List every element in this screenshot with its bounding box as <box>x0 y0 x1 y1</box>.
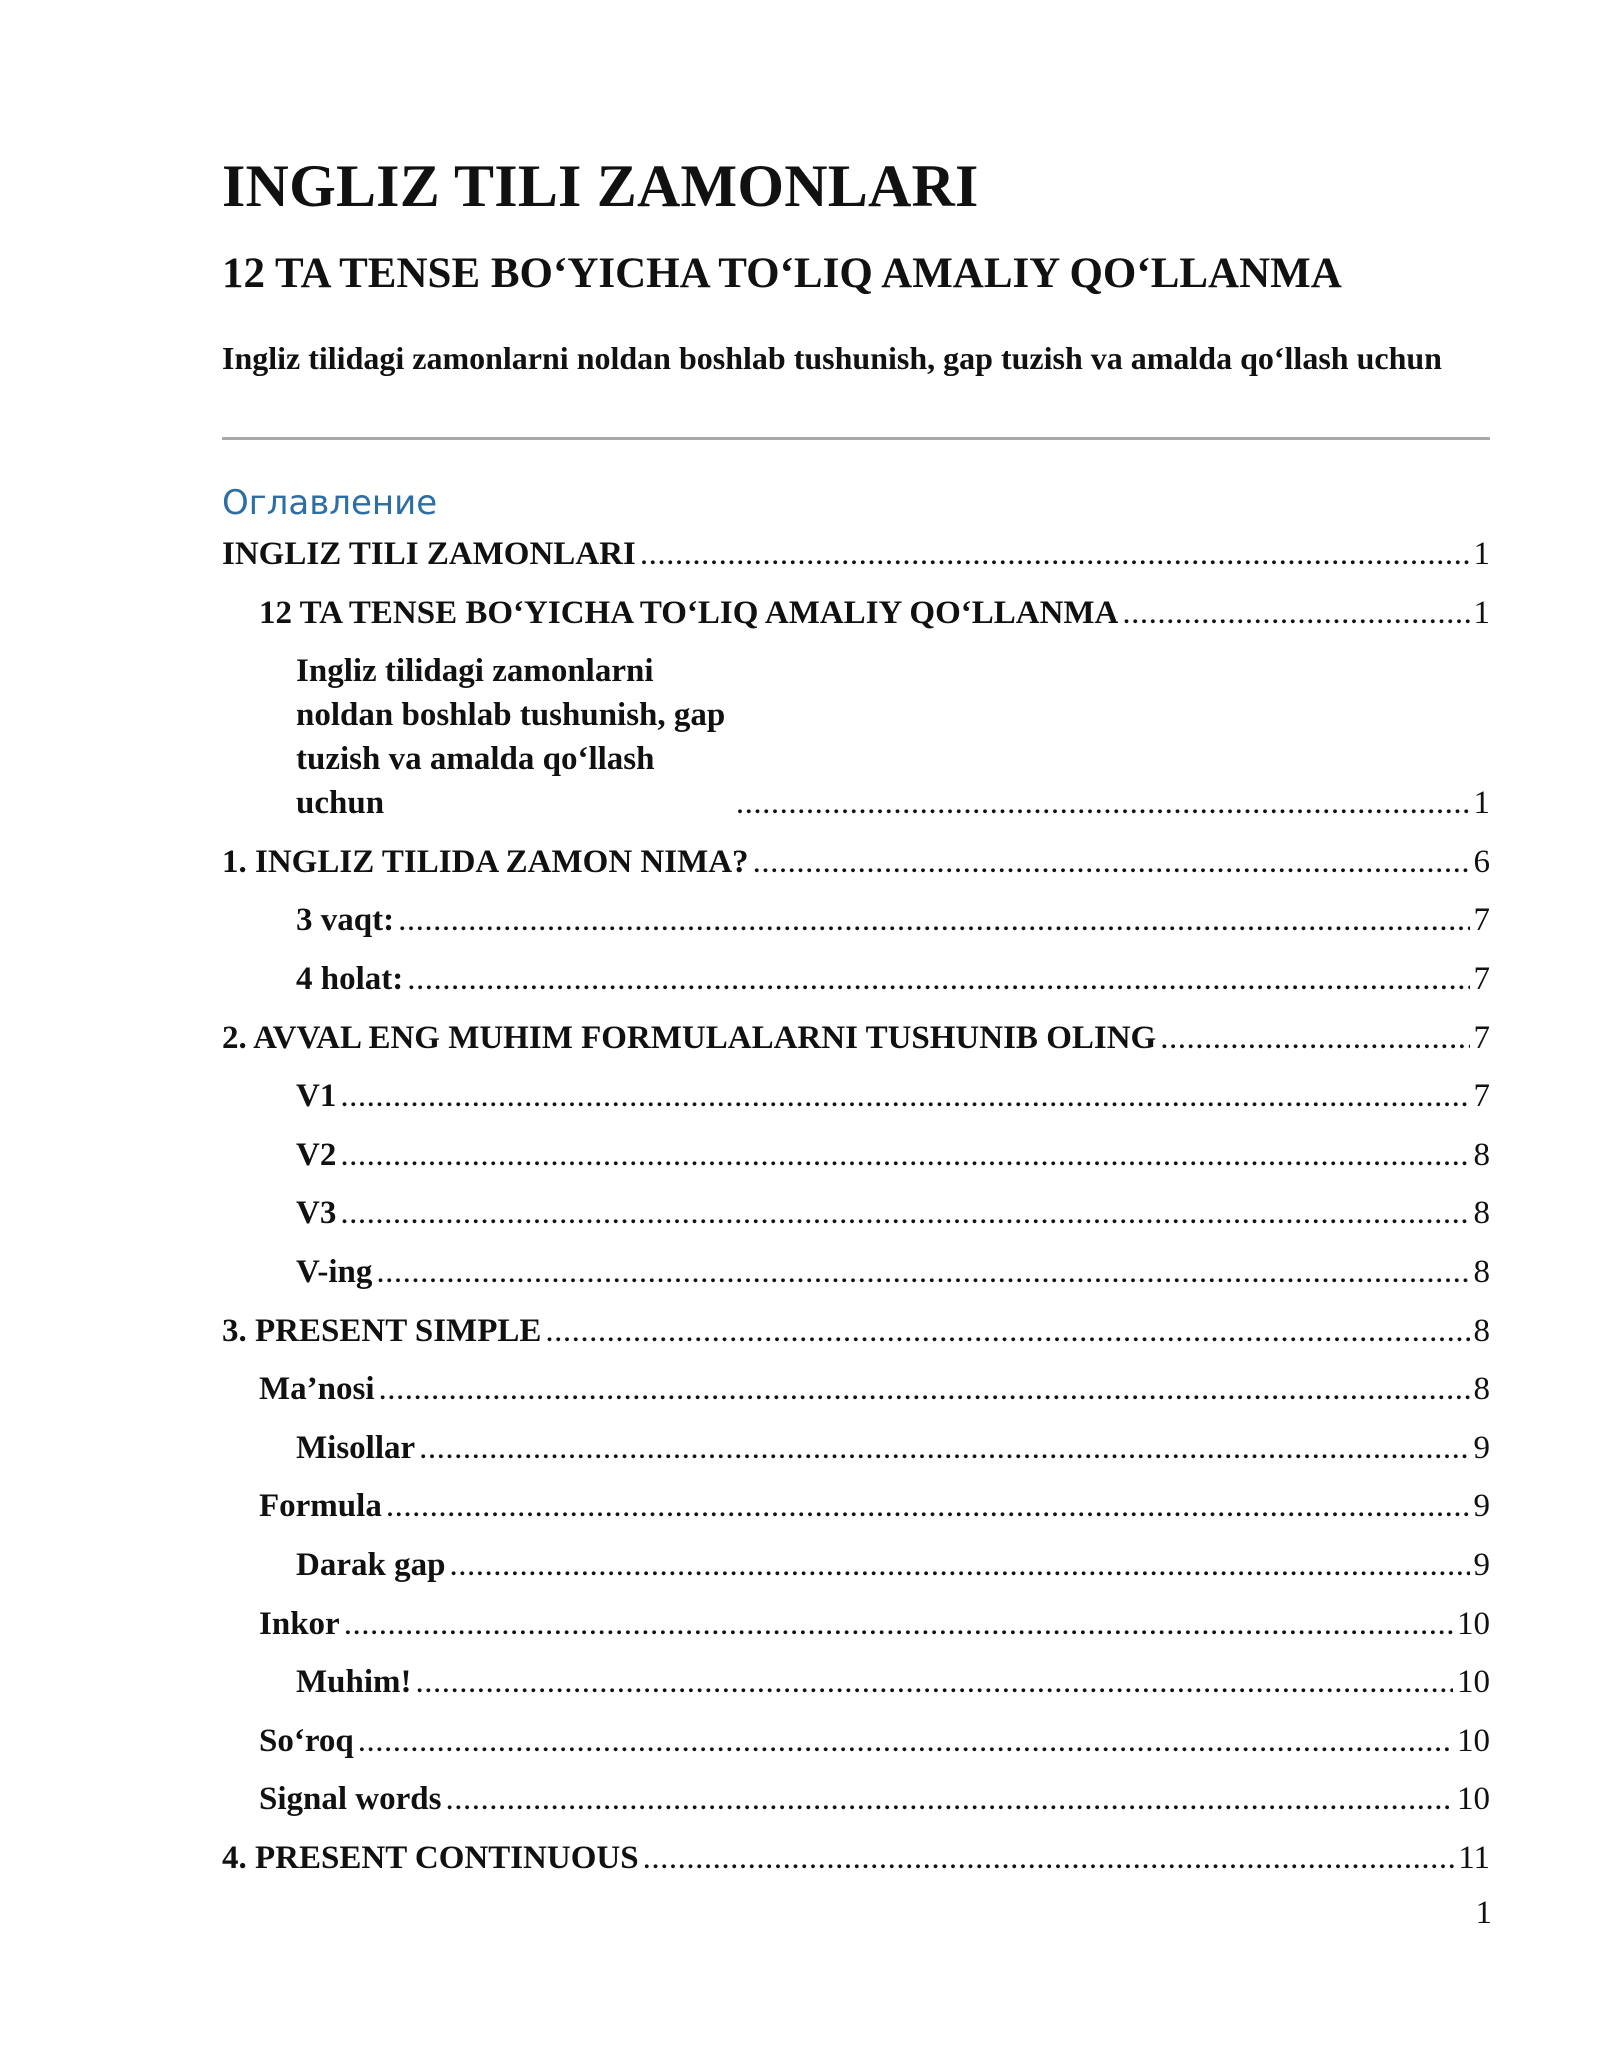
toc-entry-page: 9 <box>1473 1488 1490 1525</box>
toc-entry[interactable] <box>222 1836 1490 1880</box>
toc-dot-leader <box>407 957 1469 1001</box>
toc-entry[interactable] <box>222 1484 1490 1528</box>
toc-entry[interactable] <box>222 649 1490 825</box>
toc-dot-leader <box>379 1367 1470 1411</box>
toc-dot-leader <box>340 1133 1469 1177</box>
toc-entry[interactable] <box>222 532 1490 576</box>
toc-entry-page: 1 <box>1473 536 1490 572</box>
toc-entry[interactable] <box>222 1426 1490 1470</box>
document-subtitle: 12 TA TENSE BO‘YICHA TO‘LIQ AMALIY QO‘LLANMA <box>222 250 1342 297</box>
toc-entry-title: Ma’nosi <box>259 1371 375 1408</box>
page-content <box>222 150 1490 1894</box>
toc-dot-leader <box>340 1191 1469 1235</box>
toc-entry-page: 11 <box>1458 1839 1490 1876</box>
toc-dot-leader <box>1122 591 1469 635</box>
toc-entry[interactable] <box>222 957 1490 1001</box>
toc-entry-title: Misollar <box>296 1429 416 1466</box>
toc-dot-leader <box>398 898 1469 942</box>
toc-dot-leader <box>340 1074 1469 1118</box>
toc-entry-title: V3 <box>296 1195 337 1232</box>
toc-entry-title: Ingliz tilidagi zamonlarni noldan boshlab tushunish, gap tuzish va amalda qo‘llash uchun <box>296 653 726 822</box>
toc-dot-leader <box>545 1309 1469 1353</box>
toc-entry-page: 6 <box>1473 843 1490 880</box>
toc-entry-page: 1 <box>1473 785 1490 822</box>
toc-entry-title: 2. AVVAL ENG MUHIM FORMULALARNI TUSHUNIB OLING <box>222 1019 1157 1056</box>
toc-entry-page: 7 <box>1473 960 1490 997</box>
toc-entry-title: Muhim! <box>296 1664 412 1701</box>
toc-entry-title: 4 holat: <box>296 960 404 997</box>
toc-entry-page: 10 <box>1457 1605 1490 1642</box>
toc-dot-leader <box>416 1660 1454 1704</box>
toc-entry-title: INGLIZ TILI ZAMONLARI <box>222 536 636 572</box>
toc-dot-leader <box>376 1250 1469 1294</box>
toc-dot-leader <box>449 1543 1469 1587</box>
toc-dot-leader <box>643 1836 1455 1880</box>
toc-entry-title: Darak gap <box>296 1546 446 1583</box>
toc-dot-leader <box>1160 1016 1469 1060</box>
toc-dot-leader <box>419 1426 1469 1470</box>
toc-entry[interactable] <box>222 1133 1490 1177</box>
toc-entry-page: 9 <box>1473 1546 1490 1583</box>
toc-dot-leader <box>640 532 1470 576</box>
toc-dot-leader <box>386 1484 1470 1528</box>
toc-dot-leader <box>753 840 1470 884</box>
document-intro: Ingliz tilidagi zamonlarni noldan boshlab tushunish, gap tuzish va amalda qo‘llash uchun <box>222 340 1442 376</box>
toc-entry[interactable] <box>222 1309 1490 1353</box>
toc-dot-leader <box>445 1777 1453 1821</box>
document-title: INGLIZ TILI ZAMONLARI <box>222 153 979 219</box>
toc-entry-title: Signal words <box>259 1781 442 1818</box>
toc-entry-title: Formula <box>259 1488 382 1525</box>
toc-entry-title: V-ing <box>296 1253 373 1290</box>
toc-entry-page: 8 <box>1473 1195 1490 1232</box>
toc-dot-leader <box>736 781 1470 825</box>
toc-entry[interactable] <box>222 1719 1490 1763</box>
toc-entry[interactable] <box>222 898 1490 942</box>
toc-entry-title: Inkor <box>259 1605 340 1642</box>
toc-entry-page: 10 <box>1457 1664 1490 1701</box>
toc-entry[interactable] <box>222 840 1490 884</box>
toc-entry[interactable] <box>222 1191 1490 1235</box>
toc-entry[interactable] <box>222 1777 1490 1821</box>
horizontal-rule <box>222 437 1490 440</box>
toc-entry-page: 8 <box>1473 1136 1490 1173</box>
toc-entry[interactable] <box>222 1016 1490 1060</box>
toc-entry-title: 3. PRESENT SIMPLE <box>222 1312 542 1349</box>
toc-entry-title: 1. INGLIZ TILIDA ZAMON NIMA? <box>222 843 749 880</box>
toc-entry-page: 10 <box>1457 1781 1490 1818</box>
table-of-contents <box>222 532 1490 1880</box>
toc-entry[interactable] <box>222 1543 1490 1587</box>
toc-heading: Оглавление <box>222 483 438 523</box>
toc-dot-leader <box>344 1602 1453 1646</box>
toc-entry[interactable] <box>222 1367 1490 1411</box>
toc-entry-title: V1 <box>296 1078 337 1115</box>
page-number: 1 <box>1475 1895 1492 1931</box>
toc-entry[interactable] <box>222 591 1490 635</box>
toc-entry-page: 8 <box>1473 1312 1490 1349</box>
toc-dot-leader <box>358 1719 1453 1763</box>
toc-entry[interactable] <box>222 1250 1490 1294</box>
toc-entry-page: 7 <box>1473 902 1490 939</box>
toc-entry-title: 12 TA TENSE BO‘YICHA TO‘LIQ AMALIY QO‘LLANMA <box>259 594 1119 631</box>
toc-entry-page: 7 <box>1473 1078 1490 1115</box>
toc-entry[interactable] <box>222 1074 1490 1118</box>
toc-entry[interactable] <box>222 1660 1490 1704</box>
toc-entry-page: 8 <box>1473 1371 1490 1408</box>
toc-entry-title: 3 vaqt: <box>296 902 395 939</box>
toc-entry-page: 8 <box>1473 1253 1490 1290</box>
toc-entry-title: 4. PRESENT CONTINUOUS <box>222 1839 639 1876</box>
toc-entry-page: 9 <box>1473 1429 1490 1466</box>
toc-entry-page: 1 <box>1473 594 1490 631</box>
toc-entry-title: V2 <box>296 1136 337 1173</box>
toc-entry-title: So‘roq <box>259 1722 354 1759</box>
toc-entry[interactable] <box>222 1602 1490 1646</box>
toc-entry-page: 7 <box>1473 1019 1490 1056</box>
toc-entry-page: 10 <box>1457 1722 1490 1759</box>
